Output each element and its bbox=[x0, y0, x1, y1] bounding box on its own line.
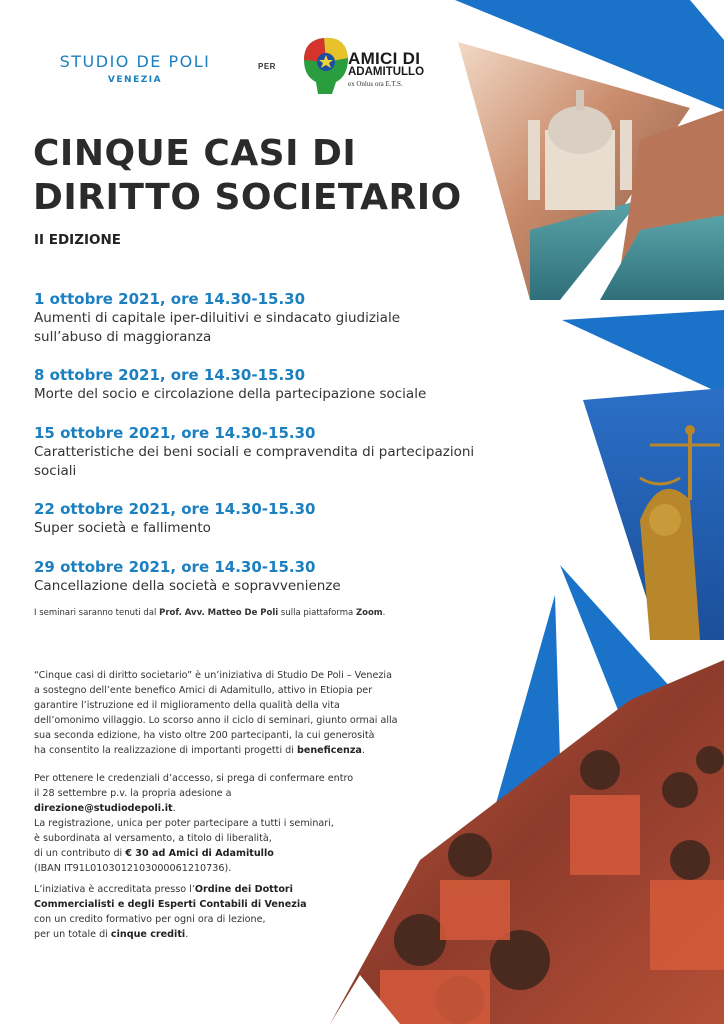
session-item bbox=[34, 500, 554, 538]
amici-subtitle: ex Onlus ora E.T.S. bbox=[348, 79, 403, 88]
text-line bbox=[34, 846, 434, 861]
text-line bbox=[34, 743, 454, 758]
studio-de-poli-logo bbox=[34, 52, 236, 85]
text-line: Per ottenere le credenziali d’accesso, si prega di confermare entro bbox=[34, 773, 354, 784]
text-line: garantire l’istruzione ed il miglioramento della qualità della vita bbox=[34, 700, 340, 711]
studio-name: STUDIO DE POLI bbox=[59, 52, 211, 71]
note-text: sulla piattaforma bbox=[278, 608, 356, 618]
text-line: il 28 settembre p.v. la propria adesione a bbox=[34, 788, 232, 799]
session-topic: Cancellazione della società e sopravvenienze bbox=[34, 578, 341, 594]
session-item bbox=[34, 290, 554, 347]
text-fragment: . bbox=[172, 803, 176, 814]
text-line bbox=[34, 882, 394, 897]
text-line: sua seconda edizione, ha visto oltre 200 partecipanti, la cui generosità bbox=[34, 730, 375, 741]
session-item bbox=[34, 424, 554, 481]
initiative-paragraph bbox=[34, 668, 454, 758]
order-name: Ordine dei Dottori bbox=[194, 884, 293, 895]
speaker-name: Prof. Avv. Matteo De Poli bbox=[159, 608, 279, 618]
amici-line1: AMICI DI bbox=[348, 49, 421, 68]
contribution-amount: € 30 ad Amici di Adamitullo bbox=[125, 848, 274, 859]
title-line-1: CINQUE CASI DI bbox=[33, 133, 357, 174]
session-item bbox=[34, 366, 554, 404]
contact-email-link[interactable]: direzione@studiodepoli.it bbox=[34, 803, 173, 814]
session-date: 8 ottobre 2021, ore 14.30-15.30 bbox=[34, 366, 306, 384]
session-item bbox=[34, 558, 554, 596]
accreditation-paragraph bbox=[34, 882, 394, 942]
text-line: La registrazione, unica per poter partecipare a tutti i seminari, bbox=[34, 818, 334, 829]
beneficenza-bold: beneficenza bbox=[296, 745, 362, 756]
amici-line2: ADAMITULLO bbox=[348, 66, 425, 78]
text-line: è subordinata al versamento, a titolo di liberalità, bbox=[34, 833, 272, 844]
text-fragment: di un contributo di bbox=[34, 848, 126, 859]
iban-text: (IBAN IT91L0103012103000061210736). bbox=[34, 863, 232, 874]
platform-name: Zoom bbox=[355, 608, 383, 618]
session-topic-cont: sull’abuso di maggioranza bbox=[34, 329, 212, 345]
text-fragment: ha consentito la realizzazione di importanti progetti di bbox=[34, 745, 297, 756]
studio-city: VENEZIA bbox=[107, 75, 163, 85]
title-line-2: DIRITTO SOCIETARIO bbox=[33, 177, 462, 218]
order-name-cont: Commercialisti e degli Esperti Contabili di Venezia bbox=[34, 899, 307, 910]
text-line bbox=[34, 801, 434, 816]
text-fragment: . bbox=[185, 929, 189, 940]
session-topic: Aumenti di capitale iper-diluitivi e sindacato giudiziale bbox=[34, 310, 400, 326]
session-date: 15 ottobre 2021, ore 14.30-15.30 bbox=[34, 424, 316, 442]
seminar-note bbox=[34, 608, 385, 618]
registration-paragraph bbox=[34, 771, 434, 876]
page-title bbox=[33, 132, 513, 220]
session-date: 22 ottobre 2021, ore 14.30-15.30 bbox=[34, 500, 316, 518]
text-line bbox=[34, 927, 394, 942]
note-text: . bbox=[382, 608, 386, 618]
text-fragment: . bbox=[361, 745, 365, 756]
session-topic: Morte del socio e circolazione della partecipazione sociale bbox=[34, 386, 427, 402]
note-text: I seminari saranno tenuti dal bbox=[34, 608, 160, 618]
text-line: dell’omonimo villaggio. Lo scorso anno il ciclo di seminari, giunto ormai alla bbox=[34, 715, 398, 726]
credits-total: cinque crediti bbox=[110, 929, 186, 940]
session-date: 1 ottobre 2021, ore 14.30-15.30 bbox=[34, 290, 306, 308]
text-fragment: L’iniziativa è accreditata presso l’ bbox=[34, 884, 195, 895]
text-line: con un credito formativo per ogni ora di lezione, bbox=[34, 914, 266, 925]
blue-triangle-mid bbox=[562, 310, 724, 395]
session-date: 29 ottobre 2021, ore 14.30-15.30 bbox=[34, 558, 316, 576]
text-line bbox=[34, 897, 394, 912]
session-topic: Super società e fallimento bbox=[34, 520, 211, 536]
text-line: a sostegno dell’ente benefico Amici di Adamitullo, attivo in Etiopia per bbox=[34, 685, 373, 696]
per-label: PER bbox=[258, 62, 276, 71]
amici-di-adamitullo-logo bbox=[348, 50, 424, 88]
text-fragment: per un totale di bbox=[34, 929, 111, 940]
edition-label: II EDIZIONE bbox=[34, 232, 122, 248]
session-topic-cont: sociali bbox=[34, 463, 77, 479]
text-line: “Cinque casi di diritto societario” è un’iniziativa di Studio De Poli – Venezia bbox=[34, 670, 392, 681]
amici-logo-icon bbox=[302, 36, 350, 94]
session-topic: Caratteristiche dei beni sociali e compravendita di partecipazioni bbox=[34, 444, 475, 460]
